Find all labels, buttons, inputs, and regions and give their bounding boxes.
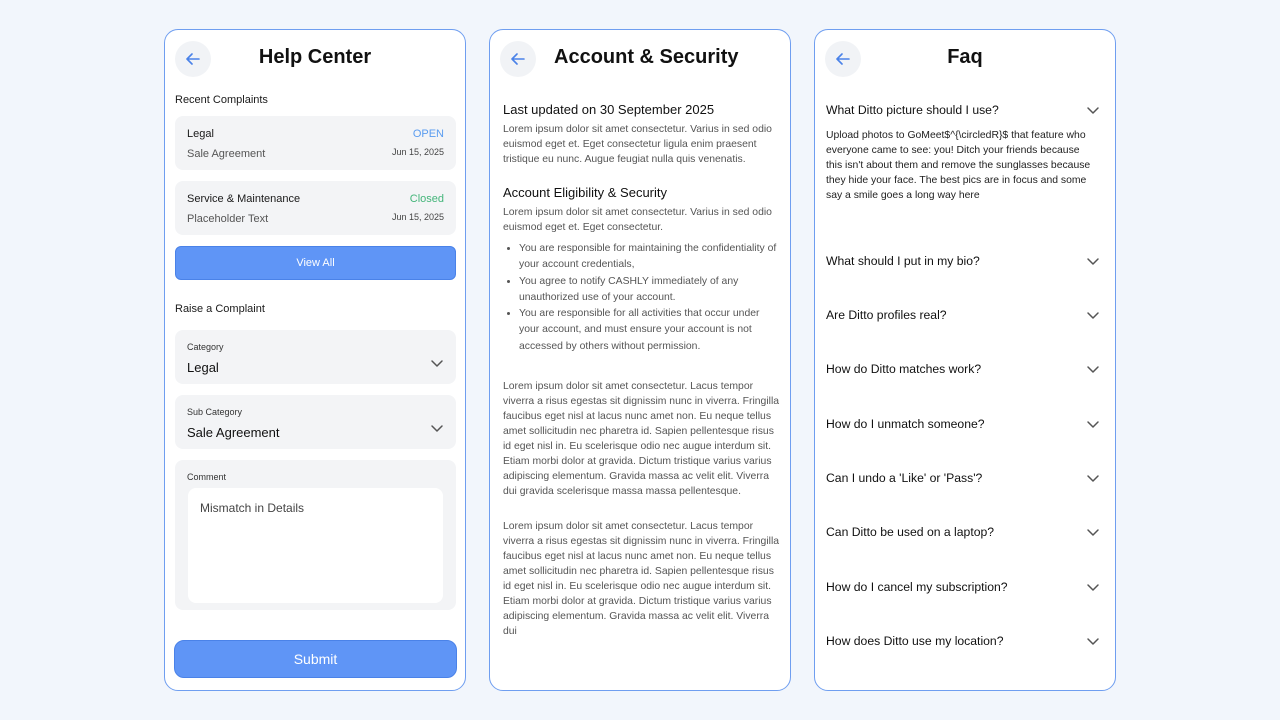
arrow-left-icon [511, 53, 525, 65]
chevron-down-icon [1086, 364, 1100, 374]
status-badge: Closed [409, 193, 444, 205]
faq-item[interactable] [826, 308, 1104, 322]
chevron-down-icon [1086, 310, 1100, 320]
header [165, 30, 465, 90]
category-label: Category [187, 342, 224, 352]
list-item: • You are responsible for all activities that occur under your account, and must ensure your account is not accessed by others without permission. [519, 306, 781, 355]
complaint-subtitle: Sale Agreement [187, 148, 266, 160]
faq-item[interactable] [826, 254, 1104, 268]
faq-item[interactable] [826, 580, 1104, 594]
faq-answer: Upload photos to GoMeet$^{\circledR}$ that feature who everyone came to see: you! Ditch your friends because this isn't about them and remove the sunglasses because they hide your face. The best pics are in focus and some say a smile goes a long way here [826, 130, 1091, 201]
faq-question: How do I cancel my subscription? [826, 580, 1008, 594]
body-paragraph: Lorem ipsum dolor sit amet consectetur. Lacus tempor viverra a risus egestas sit dignissim nunc in viverra. Fringilla faucibus eget nisl at lacus nunc amet non. Eu neque tellus amet sollicitudin nec pharetra id. Sapien pellentesque risus id eget nisl in. Eu scelerisque odio nec augue interdum sit. Etiam morbi dolor at gravida. Dictum tristique varius varius adipiscing elementum. Gravida massa ac velit elit. Viverra dui [503, 521, 780, 638]
chevron-down-icon [1086, 473, 1100, 483]
help-center-panel [164, 29, 466, 691]
chevron-down-icon [1086, 636, 1100, 646]
faq-item[interactable] [826, 362, 1104, 376]
faq-panel [814, 29, 1116, 691]
page-title: Faq [947, 46, 983, 68]
intro-paragraph: Lorem ipsum dolor sit amet consectetur. Varius in sed odio euismod eget et. Eget consectetur ligula enim praesent tristique eu nunc. Augue feugiat nulla quis venenatis. [503, 124, 772, 165]
faq-item[interactable] [826, 417, 1104, 431]
responsibility-list [519, 241, 781, 355]
faq-question: Can Ditto be used on a laptop? [826, 525, 995, 539]
header [490, 30, 790, 90]
complaint-card[interactable] [175, 116, 456, 170]
faq-question: How do Ditto matches work? [826, 362, 982, 376]
complaint-title: Service & Maintenance [187, 193, 301, 205]
complaint-date: Jun 15, 2025 [391, 147, 444, 157]
faq-item[interactable] [826, 525, 1104, 539]
faq-question: How do I unmatch someone? [826, 417, 985, 431]
faq-item-expanded[interactable] [826, 103, 1104, 203]
faq-item[interactable] [826, 634, 1104, 648]
list-item: • You are responsible for maintaining the confidentiality of your account credentials, [519, 241, 781, 274]
header [815, 30, 1115, 90]
section-intro: Lorem ipsum dolor sit amet consectetur. Varius in sed odio euismod eget et. Eget consectetur. [503, 207, 772, 233]
chevron-down-icon [1086, 256, 1100, 266]
faq-question: What Ditto picture should I use? [826, 103, 999, 117]
submit-button[interactable]: Submit [174, 640, 457, 678]
complaint-title: Legal [187, 128, 214, 140]
complaint-subtitle: Placeholder Text [187, 213, 269, 225]
chevron-down-icon [430, 423, 444, 433]
body-paragraph: Lorem ipsum dolor sit amet consectetur. Lacus tempor viverra a risus egestas sit dignissim nunc in viverra. Fringilla faucibus eget nisl at lacus nunc amet non. Eu neque tellus amet sollicitudin nec pharetra id. Sapien pellentesque risus id eget nisl in. Eu scelerisque odio nec augue interdum sit. Etiam morbi dolor at gravida. Dictum tristique varius varius adipiscing elementum. Gravida massa ac velit elit. Viverra dui gravida scelerisque massa massa pellentesque. [503, 381, 780, 498]
sub-category-value: Sale Agreement [187, 425, 280, 440]
faq-question: Can I undo a 'Like' or 'Pass'? [826, 471, 983, 485]
list-item: • You agree to notify CASHLY immediately of any unauthorized use of your account. [519, 274, 781, 307]
category-select[interactable] [175, 330, 456, 384]
faq-question: Are Ditto profiles real? [826, 308, 947, 322]
page-title: Help Center [258, 46, 372, 68]
section-heading: Account Eligibility & Security [503, 185, 668, 200]
status-badge: OPEN [412, 128, 444, 140]
chevron-down-icon [1086, 105, 1100, 115]
last-updated-heading: Last updated on 30 September 2025 [503, 102, 715, 117]
view-all-button[interactable]: View All [175, 246, 456, 280]
complaint-card[interactable] [175, 181, 456, 235]
recent-complaints-label: Recent Complaints [175, 94, 268, 106]
chevron-down-icon [1086, 419, 1100, 429]
chevron-down-icon [1086, 527, 1100, 537]
comment-input[interactable] [188, 488, 443, 603]
faq-question: What should I put in my bio? [826, 254, 980, 268]
comment-section [175, 460, 456, 610]
complaint-date: Jun 15, 2025 [391, 212, 444, 222]
faq-item[interactable] [826, 471, 1104, 485]
category-value: Legal [187, 360, 219, 375]
sub-category-label: Sub Category [187, 407, 243, 417]
chevron-down-icon [1086, 582, 1100, 592]
policy-content [503, 102, 781, 639]
comment-label: Comment [187, 472, 227, 482]
sub-category-select[interactable] [175, 395, 456, 449]
back-button[interactable] [500, 41, 536, 77]
page-title: Account & Security [554, 46, 739, 68]
chevron-down-icon [430, 358, 444, 368]
raise-complaint-label: Raise a Complaint [175, 303, 265, 315]
faq-question: How does Ditto use my location? [826, 634, 1004, 648]
account-security-panel [489, 29, 791, 691]
